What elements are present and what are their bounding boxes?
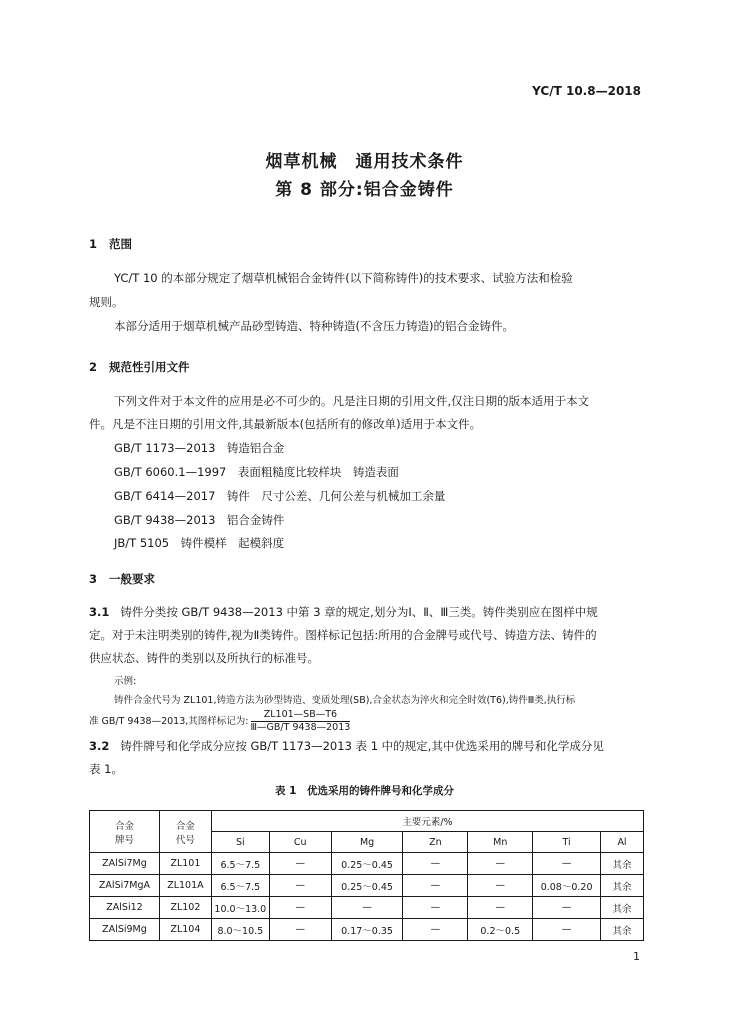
header-code-top: 合金 [175,820,195,832]
paragraph-line: 供应状态、铸件的类别以及所执行的标准号。 [89,651,319,665]
table-cell: — [403,875,468,897]
header-code [159,811,211,853]
example-text: 准 GB/T 9438—2013,其图样标记为: [89,716,249,727]
table-cell: — [468,853,533,875]
table-cell: 其余 [601,919,644,941]
table-row [90,897,644,919]
table-cell: 6.5～7.5 [211,853,269,875]
table-cell: 0.08～0.20 [533,875,601,897]
composition-table [89,810,644,941]
table-cell: 其余 [601,875,644,897]
table-cell: — [468,897,533,919]
table-cell: — [269,897,331,919]
paragraph-line: 规则。 [89,295,124,309]
table-cell: 其余 [601,853,644,875]
document-title: 烟草机械 通用技术条件 [265,152,464,172]
reference-item: JB/T 5105 铸件模样 起模斜度 [114,536,285,550]
clause-number: 3.1 [89,605,110,619]
paragraph-line: 下列文件对于本文件的应用是必不可少的。凡是注日期的引用文件,仅注日期的版本适用于本文 [114,394,590,408]
reference-item: GB/T 9438—2013 铝合金铸件 [114,513,285,527]
section-number: 3 [89,572,98,586]
table-cell: — [403,853,468,875]
paragraph-line: 本部分适用于烟草机械产品砂型铸造、特种铸造(不含压力铸造)的铝合金铸件。 [114,319,514,333]
reference-item: GB/T 1173—2013 铸造铝合金 [114,441,285,455]
table-cell: ZL104 [159,919,211,941]
table-cell: 10.0～13.0 [211,897,269,919]
table-cell: ZL102 [159,897,211,919]
clause-text: 铸件分类按 GB/T 9438—2013 中第 3 章的规定,划分为Ⅰ、Ⅱ、Ⅲ三类。铸件类别应在图样中规 [120,605,598,619]
header-element: Al [601,832,644,853]
table-caption: 表 1 优选采用的铸件牌号和化学成分 [275,785,454,797]
table-cell: 0.2～0.5 [468,919,533,941]
table-row [90,919,644,941]
clause-3-2-line [89,738,604,754]
table-cell: — [468,875,533,897]
table-cell: 6.5～7.5 [211,875,269,897]
standard-code: YC/T 10.8—2018 [532,84,641,98]
paragraph-line: 件。凡是不注日期的引用文件,其最新版本(包括所有的修改单)适用于本文件。 [89,417,482,431]
paragraph-line: 表 1。 [89,762,123,776]
reference-item: GB/T 6414—2017 铸件 尺寸公差、几何公差与机械加工余量 [114,489,446,503]
section-title: 规范性引用文件 [109,360,190,374]
section-3-heading [89,571,155,587]
example-text-line2 [89,709,350,734]
example-text: 铸件合金代号为 ZL101,铸造方法为砂型铸造、变质处理(SB),合金状态为淬火和完全时效(T6),铸件Ⅲ类,执行标 [114,695,576,706]
fraction-denominator: Ⅲ—GB/T 9438—2013 [250,722,351,733]
clause-text: 铸件牌号和化学成分应按 GB/T 1173—2013 表 1 中的规定,其中优选采用的牌号和化学成分见 [120,739,604,753]
header-code-bottom: 代号 [175,834,195,846]
header-element: Mg [331,832,403,853]
header-grade [90,811,160,853]
header-element: Cu [269,832,331,853]
section-1-heading [89,236,132,252]
table-header-row [90,811,644,832]
table-cell: 8.0～10.5 [211,919,269,941]
table-cell: ZL101 [159,853,211,875]
header-element: Si [211,832,269,853]
header-grade-top: 合金 [114,820,134,832]
table-cell: — [533,919,601,941]
table-cell: ZAlSi7Mg [90,853,160,875]
header-grade-bottom: 牌号 [114,834,134,846]
paragraph-line: YC/T 10 的本部分规定了烟草机械铝合金铸件(以下简称铸件)的技术要求、试验方法和检验 [114,271,573,285]
header-element: Zn [403,832,468,853]
header-element: Ti [533,832,601,853]
table-cell: — [269,875,331,897]
document-subtitle: 第 8 部分:铝合金铸件 [275,180,454,200]
table-cell: 0.17～0.35 [331,919,403,941]
table-cell: ZAlSi9Mg [90,919,160,941]
table-cell: — [269,853,331,875]
clause-number: 3.2 [89,739,110,753]
table-cell: ZL101A [159,875,211,897]
table-row [90,875,644,897]
table-row [90,853,644,875]
table-cell: — [533,853,601,875]
table-cell: — [403,897,468,919]
header-element: Mn [468,832,533,853]
table-cell: ZAlSi12 [90,897,160,919]
table-cell: — [269,919,331,941]
table-cell: ZAlSi7MgA [90,875,160,897]
paragraph-line: 定。对于未注明类别的铸件,视为Ⅱ类铸件。图样标记包括:所用的合金牌号或代号、铸造方法、铸件的 [89,628,597,642]
table-cell: — [331,897,403,919]
table-cell: — [403,919,468,941]
table-cell: 0.25～0.45 [331,875,403,897]
section-title: 一般要求 [109,572,155,586]
section-title: 范围 [109,237,132,251]
fraction-numerator: ZL101—SB—T6 [251,709,351,722]
section-number: 2 [89,360,98,374]
clause-3-1-line [89,604,598,620]
header-main-elements: 主要元素/% [211,811,643,832]
example-label: 示例: [114,676,137,687]
table-cell: 0.25～0.45 [331,853,403,875]
section-number: 1 [89,237,98,251]
drawing-mark-fraction [251,709,351,734]
reference-item: GB/T 6060.1—1997 表面粗糙度比较样块 铸造表面 [114,465,399,479]
section-2-heading [89,359,190,375]
table-cell: — [533,897,601,919]
table-cell: 其余 [601,897,644,919]
page-number: 1 [633,950,640,963]
